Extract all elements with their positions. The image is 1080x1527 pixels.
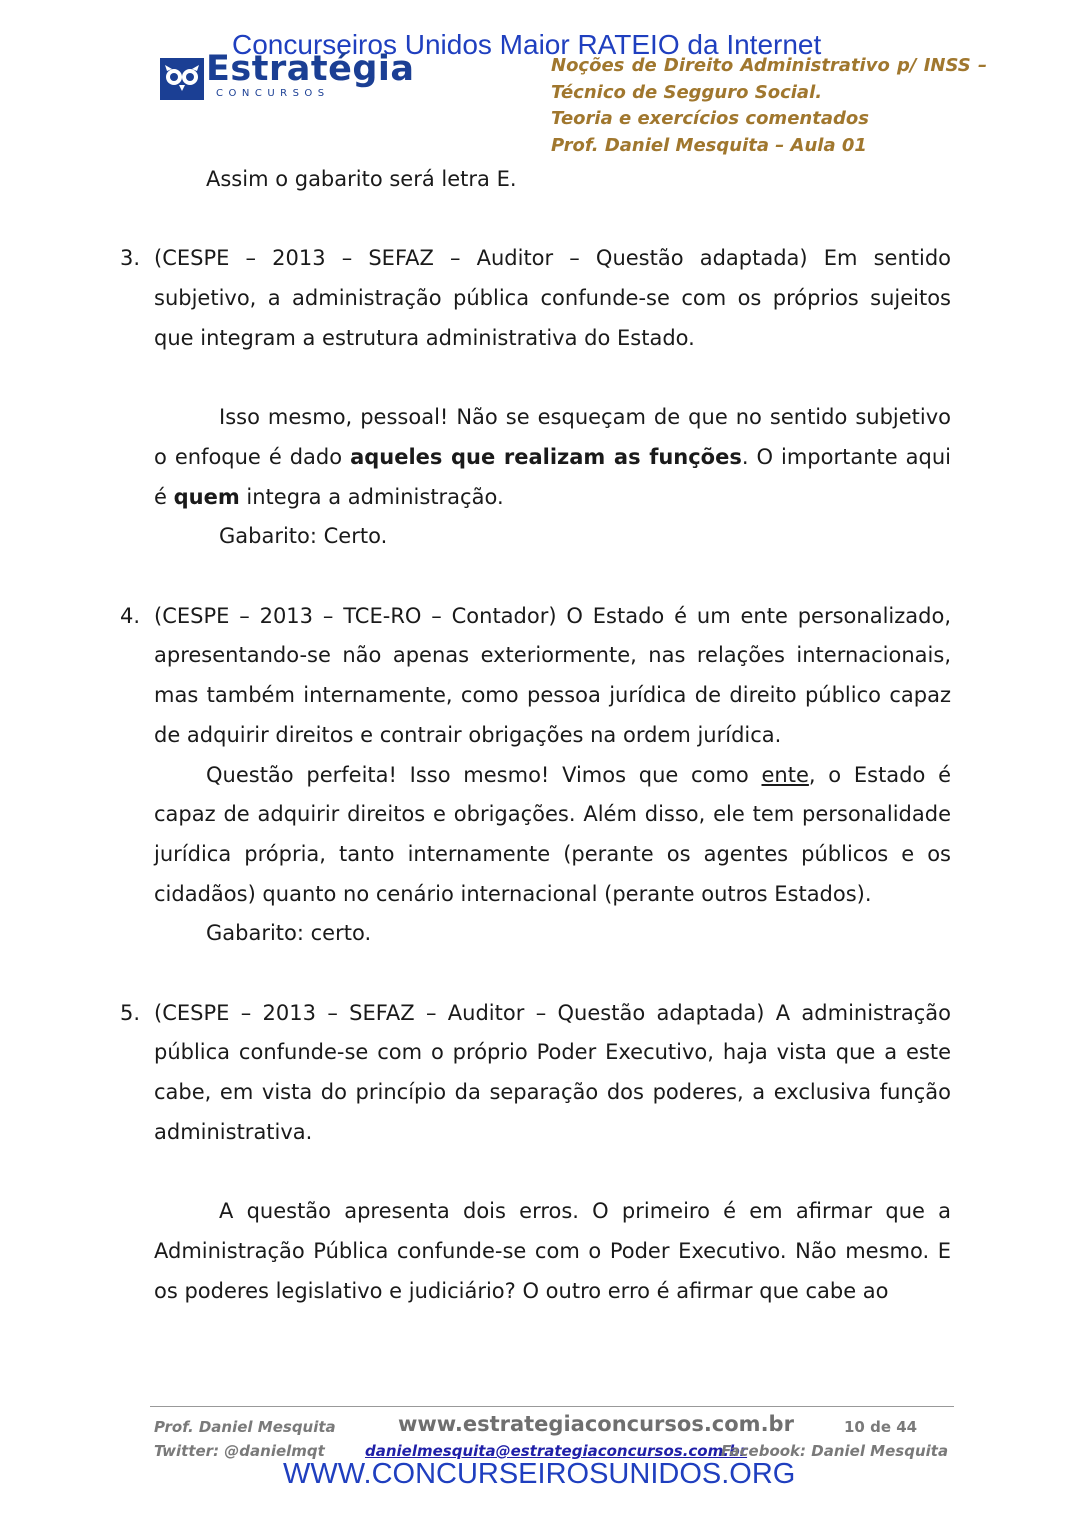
footer-twitter: Twitter: @danielmqt bbox=[154, 1442, 325, 1460]
estrategia-logo bbox=[160, 49, 415, 102]
header-course-info bbox=[551, 53, 991, 159]
watermark-top: Concurseiros Unidos Maior RATEIO da Internet bbox=[232, 29, 822, 60]
underlined-term: ente bbox=[761, 762, 809, 787]
question-4-comment: Questão perfeita! Isso mesmo! Vimos que como ente, o Estado é capaz de adquirir direitos e obrigações. Além disso, ele tem personalidade jurídica própria, tanto internamente (perante os agentes públicos e os cidadãos) quanto no cenário internacional (perante outros Estados). bbox=[154, 762, 952, 906]
question-3-comment: Isso mesmo, pessoal! Não se esqueçam de que no sentido subjetivo o enfoque é dado aqueles que realizam as funções. O importante aqui é quem integra a administração. bbox=[154, 405, 951, 509]
footer-site-link[interactable]: www.estrategiaconcursos.com.br bbox=[398, 1412, 794, 1436]
logo-subtitle: CONCURSOS bbox=[216, 88, 330, 99]
question-4 bbox=[120, 597, 951, 756]
intro-answer: Assim o gabarito será letra E. bbox=[206, 167, 517, 191]
owl-logo-icon bbox=[160, 58, 204, 100]
question-3 bbox=[120, 239, 951, 358]
footer-facebook: Facebook: Daniel Mesquita bbox=[721, 1442, 949, 1460]
bold-emphasis: quem bbox=[173, 484, 240, 509]
header-line-3: Teoria e exercícios comentados bbox=[551, 108, 869, 129]
question-number: 3. bbox=[120, 246, 141, 271]
question-5-comment: A questão apresenta dois erros. O primeiro é em afirmar que a Administração Pública confunde-se com o Poder Executivo. Não mesmo. E os poderes legislativo e judiciário? O outro erro é afirmar que cabe ao bbox=[154, 1199, 951, 1303]
footer-author: Prof. Daniel Mesquita bbox=[154, 1418, 336, 1436]
question-number: 4. bbox=[120, 603, 141, 628]
bold-emphasis: aqueles que realizam as funções bbox=[350, 444, 742, 469]
logo-wordmark: Estratégia bbox=[206, 49, 415, 89]
question-4-answer: Gabarito: certo. bbox=[206, 921, 372, 946]
header-line-1: Noções de Direito Administrativo p/ INSS – bbox=[551, 55, 987, 76]
question-text: (CESPE – 2013 – SEFAZ – Auditor – Questão adaptada) A administração pública confunde-se com o próprio Poder Executivo, haja vista que a este cabe, em vista do princípio da separação dos poderes, a exclusiva função administrativa. bbox=[154, 1000, 951, 1144]
question-5 bbox=[120, 994, 951, 1153]
watermark-bottom: WWW.CONCURSEIROSUNIDOS.ORG bbox=[283, 1458, 796, 1490]
question-text: (CESPE – 2013 – TCE-RO – Contador) O Estado é um ente personalizado, apresentando-se não apenas exteriormente, nas relações internacionais, mas também internamente, como pessoa jurídica de direito público capaz de adquirir direitos e contrair obrigações na ordem jurídica. bbox=[154, 603, 951, 747]
header-line-4: Prof. Daniel Mesquita – Aula 01 bbox=[551, 134, 867, 156]
question-3-answer: Gabarito: Certo. bbox=[219, 524, 388, 549]
question-text: (CESPE – 2013 – SEFAZ – Auditor – Questão adaptada) Em sentido subjetivo, a administração pública confunde-se com os próprios sujeitos que integram a estrutura administrativa do Estado. bbox=[154, 246, 951, 350]
header-line-2: Técnico de Segguro Social. bbox=[551, 81, 823, 103]
page-number: 10 de 44 bbox=[844, 1418, 918, 1436]
document-body bbox=[120, 160, 952, 1311]
footer-email-link[interactable]: danielmesquita@estrategiaconcursos.com.br bbox=[365, 1442, 748, 1460]
page-footer bbox=[154, 1412, 949, 1462]
footer-divider bbox=[150, 1406, 954, 1407]
question-number: 5. bbox=[120, 1000, 141, 1025]
